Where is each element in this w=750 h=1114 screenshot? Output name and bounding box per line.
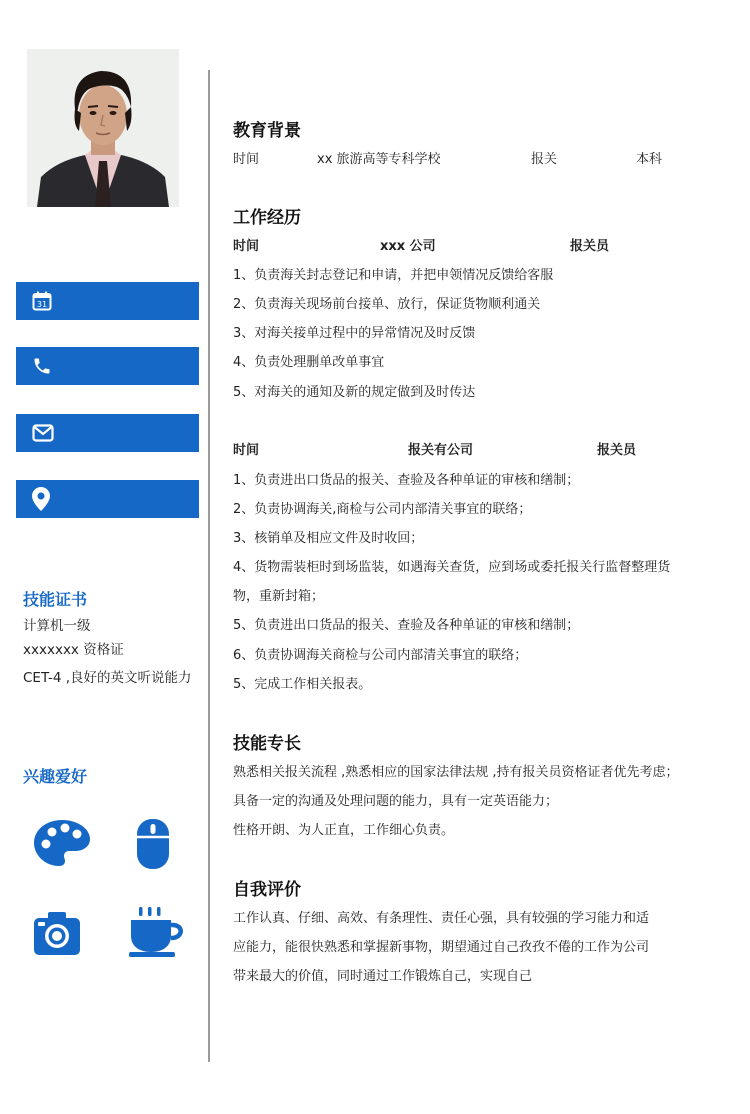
self-eval-title: 自我评价 <box>233 880 301 900</box>
certificate-item: xxxxxxx 资格证 <box>23 642 124 658</box>
job1-item: 3、对海关接单过程中的异常情况及时反馈 <box>233 326 476 341</box>
job2-item: 物，重新封箱； <box>233 589 325 604</box>
location-pin-icon <box>32 487 50 511</box>
education-major: 报关 <box>531 152 558 167</box>
job1-item: 5、对海关的通知及新的规定做到及时传达 <box>233 385 476 400</box>
job2-item: 5、负责进出口货品的报关、查验及各种单证的审核和缮制； <box>233 618 580 633</box>
address-bar <box>16 480 199 518</box>
phone-bar <box>16 347 199 385</box>
job2-item: 4、货物需装柜时到场监装，如遇海关查货，应到场或委托报关行监督整理货 <box>233 560 671 575</box>
profile-photo <box>27 49 179 207</box>
education-time: 时间 <box>233 152 260 167</box>
envelope-icon <box>32 424 54 442</box>
certificates-title: 技能证书 <box>23 590 88 609</box>
work-title: 工作经历 <box>233 208 301 228</box>
coffee-cup-icon <box>129 906 185 958</box>
job2-item: 6、负责协调海关商检与公司内部清关事宜的联络； <box>233 648 528 663</box>
job2-time: 时间 <box>233 443 260 458</box>
skills-line: 熟悉相关报关流程 ,熟悉相应的国家法律法规 ,持有报关员资格证者优先考虑； <box>233 765 679 780</box>
job1-item: 1、负责海关封志登记和申请，并把申领情况反馈给客服 <box>233 268 554 283</box>
skills-title: 技能专长 <box>233 734 301 754</box>
self-eval-line: 应能力，能很快熟悉和掌握新事物，期望通过自己孜孜不倦的工作为公司 <box>233 940 650 955</box>
certificate-item: CET-4 ,良好的英文听说能力 <box>23 670 192 686</box>
job1-company: xxx 公司 <box>380 239 436 254</box>
self-eval-line: 带来最大的价值，同时通过工作锻炼自己，实现自己 <box>233 969 533 984</box>
job1-position: 报关员 <box>570 239 610 254</box>
mouse-icon <box>136 818 170 870</box>
palette-icon <box>33 819 91 867</box>
job2-item: 5、完成工作相关报表。 <box>233 677 372 692</box>
birthdate-bar <box>16 282 199 320</box>
job2-company: 报关有公司 <box>408 443 474 458</box>
job1-item: 2、负责海关现场前台接单、放行，保证货物顺利通关 <box>233 297 541 312</box>
education-title: 教育背景 <box>233 121 301 141</box>
job2-position: 报关员 <box>597 443 637 458</box>
education-school: xx 旅游高等专科学校 <box>317 152 441 167</box>
job2-item: 3、核销单及相应文件及时收回； <box>233 531 424 546</box>
job2-item: 2、负责协调海关,商检与公司内部清关事宜的联络； <box>233 502 532 517</box>
calendar-day: 31 <box>36 300 48 309</box>
certificate-item: 计算机一级 <box>23 618 91 634</box>
camera-icon <box>34 911 80 955</box>
job1-item: 4、负责处理删单改单事宜 <box>233 355 385 370</box>
skills-line: 性格开朗、为人正直，工作细心负责。 <box>233 823 455 838</box>
calendar-icon <box>32 291 52 311</box>
skills-line: 具备一定的沟通及处理问题的能力，具有一定英语能力； <box>233 794 559 809</box>
phone-icon <box>32 356 52 376</box>
hobbies-title: 兴趣爱好 <box>23 767 88 786</box>
column-divider <box>208 70 210 1062</box>
self-eval-line: 工作认真、仔细、高效、有条理性、责任心强，具有较强的学习能力和适 <box>233 911 650 926</box>
job1-time: 时间 <box>233 239 260 254</box>
education-degree: 本科 <box>636 152 663 167</box>
email-bar <box>16 414 199 452</box>
job2-item: 1、负责进出口货品的报关、查验及各种单证的审核和缮制； <box>233 473 580 488</box>
